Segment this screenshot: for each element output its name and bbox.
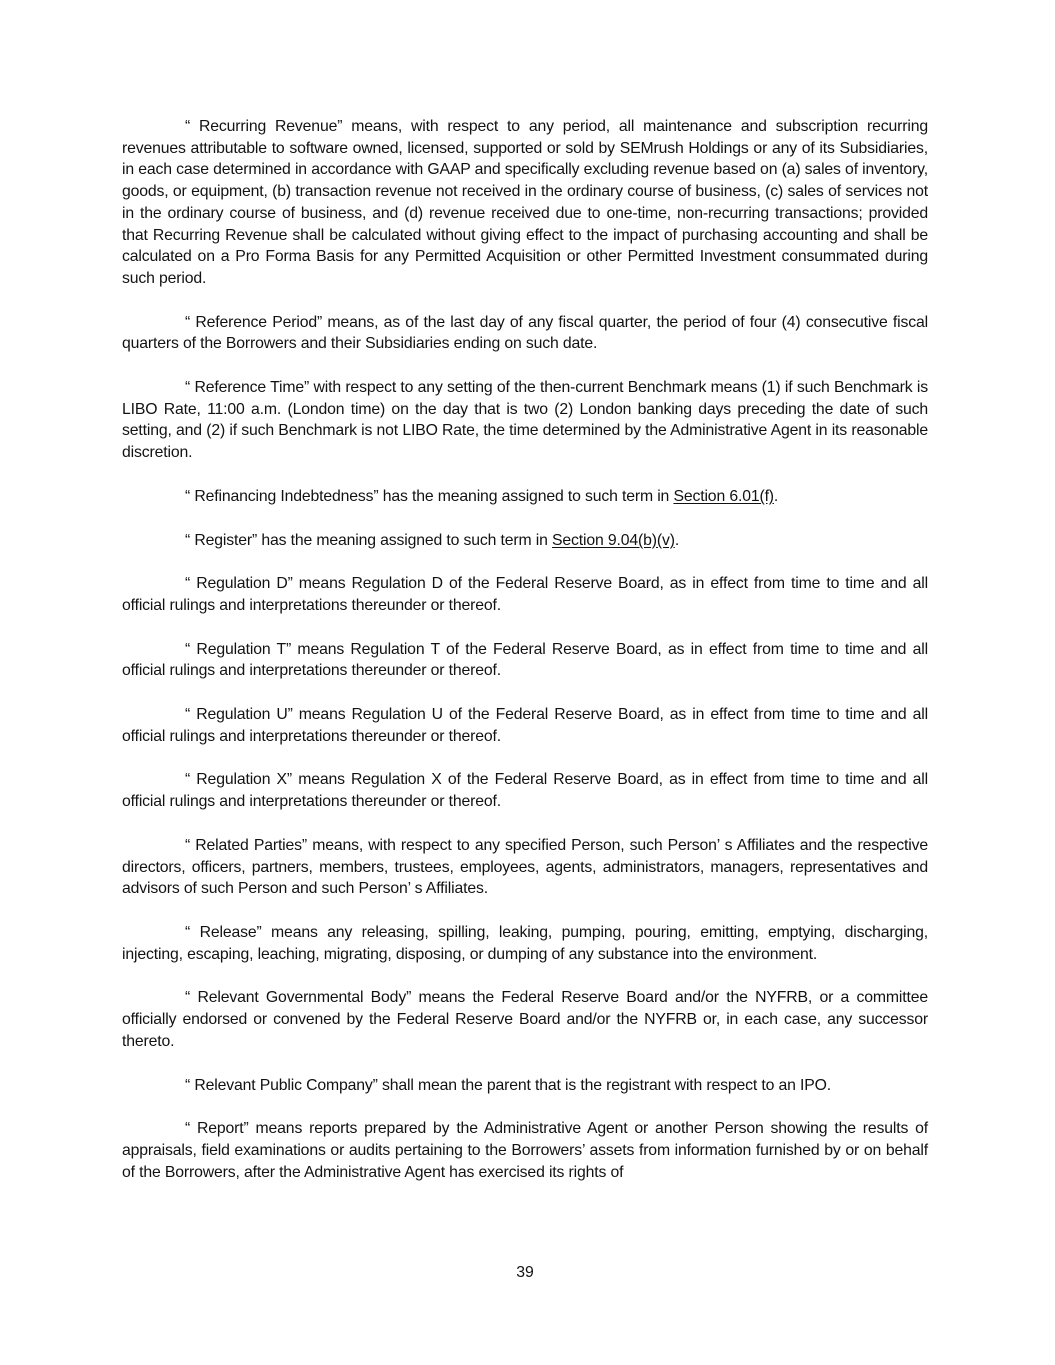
paragraph-text: “ Regulation U” means Regulation U of the Federal Reserve Board, as in effect from time to time and all official rulings and interpretations thereunder or thereof. [122, 706, 928, 745]
paragraph-text: “ Regulation X” means Regulation X of the Federal Reserve Board, as in effect from time to time and all official rulings and interpretations thereunder or thereof. [122, 771, 928, 811]
document-body [122, 116, 928, 1205]
section-reference: Section 9.04(b)(v) [551, 531, 675, 549]
paragraph-text: “ Regulation T” means Regulation T of the Federal Reserve Board, as in effect from time to time and all official rulings and interpretations thereunder or thereof. [122, 640, 928, 680]
paragraph-text: “ Reference Time” with respect to any setting of the then-current Benchmark means (1) if such Benchmark is LIBO Rate, 11:00 a.m. (London time) on the day that is two (2) London banking days preceding the date of such setting, and (2) if such Benchmark is not LIBO Rate, the time determined by the Administrative Agent in its reasonable discretion. [122, 379, 928, 462]
definition-regulation-x [122, 769, 928, 812]
paragraph-text: “ Reference Period” means, as of the last day of any fiscal quarter, the period of four (4) consecutive fiscal quarters of the Borrowers and their Subsidiaries ending on such date. [122, 313, 928, 353]
paragraph-text: “ Refinancing Indebtedness” has the meaning assigned to such term in [185, 487, 674, 505]
definition-regulation-d [122, 573, 928, 616]
definition-refinancing-indebtedness [122, 486, 928, 508]
definition-regulation-t [122, 639, 928, 682]
definition-relevant-governmental-body [122, 987, 928, 1052]
definition-register [122, 530, 928, 552]
paragraph-text: “ Register” has the meaning assigned to such term in [185, 531, 552, 549]
paragraph-text: “ Recurring Revenue” means, with respect to any period, all maintenance and subscription recurring revenues attributable to software owned, licensed, supported or sold by SEMrush Holdings or any of its Subsidiaries, in each case determined in accordance with GAAP and specifically excluding revenue based on (a) sales of inventory, goods, or equipment, (b) transaction revenue not received in the ordinary course of business, (c) sales of services not in the ordinary course of business, and (d) revenue received due to one-time, non-recurring transactions; provided that Recurring Revenue shall be calculated without giving effect to the impact of purchasing accounting and shall be calculated on a Pro Forma Basis for any Permitted Acquisition or other Permitted Investment consummated during such period. [122, 118, 928, 287]
paragraph-text: “ Relevant Public Company” shall mean the parent that is the registrant with respect to an IPO. [185, 1076, 832, 1094]
page-number: 39 [516, 1264, 534, 1281]
section-reference: Section 6.01(f) [673, 487, 774, 505]
definition-report [122, 1118, 928, 1183]
paragraph-text: . [773, 487, 779, 505]
paragraph-text: “ Relevant Governmental Body” means the Federal Reserve Board and/or the NYFRB, or a committee officially endorsed or convened by the Federal Reserve Board and/or the NYFRB or, in each case, any successor thereto. [122, 989, 928, 1050]
paragraph-text: . [674, 531, 680, 549]
paragraph-text: “ Release” means any releasing, spilling, leaking, pumping, pouring, emitting, emptying, discharging, injecting, escaping, leaching, migrating, disposing, or dumping of any substance into the environment. [122, 923, 928, 963]
definition-regulation-u [122, 704, 928, 747]
definition-release [122, 922, 928, 965]
definition-reference-period [122, 312, 928, 355]
paragraph-text: “ Report” means reports prepared by the Administrative Agent or another Person showing the results of appraisals, field examinations or audits pertaining to the Borrowers’ assets from information furnished by or on behalf of the Borrowers, after the Administrative Agent has exercised its rights of [122, 1120, 928, 1181]
definition-related-parties [122, 835, 928, 900]
paragraph-text: “ Regulation D” means Regulation D of the Federal Reserve Board, as in effect from time to time and all official rulings and interpretations thereunder or thereof. [122, 575, 928, 614]
paragraph-text: “ Related Parties” means, with respect to any specified Person, such Person’ s Affiliates and the respective directors, officers, partners, members, trustees, employees, agents, administrators, managers, representatives and advisors of such Person and such Person’ s Affiliates. [122, 836, 928, 898]
definition-reference-time [122, 377, 928, 464]
definition-relevant-public-company [122, 1075, 928, 1097]
definition-recurring-revenue [122, 116, 928, 290]
